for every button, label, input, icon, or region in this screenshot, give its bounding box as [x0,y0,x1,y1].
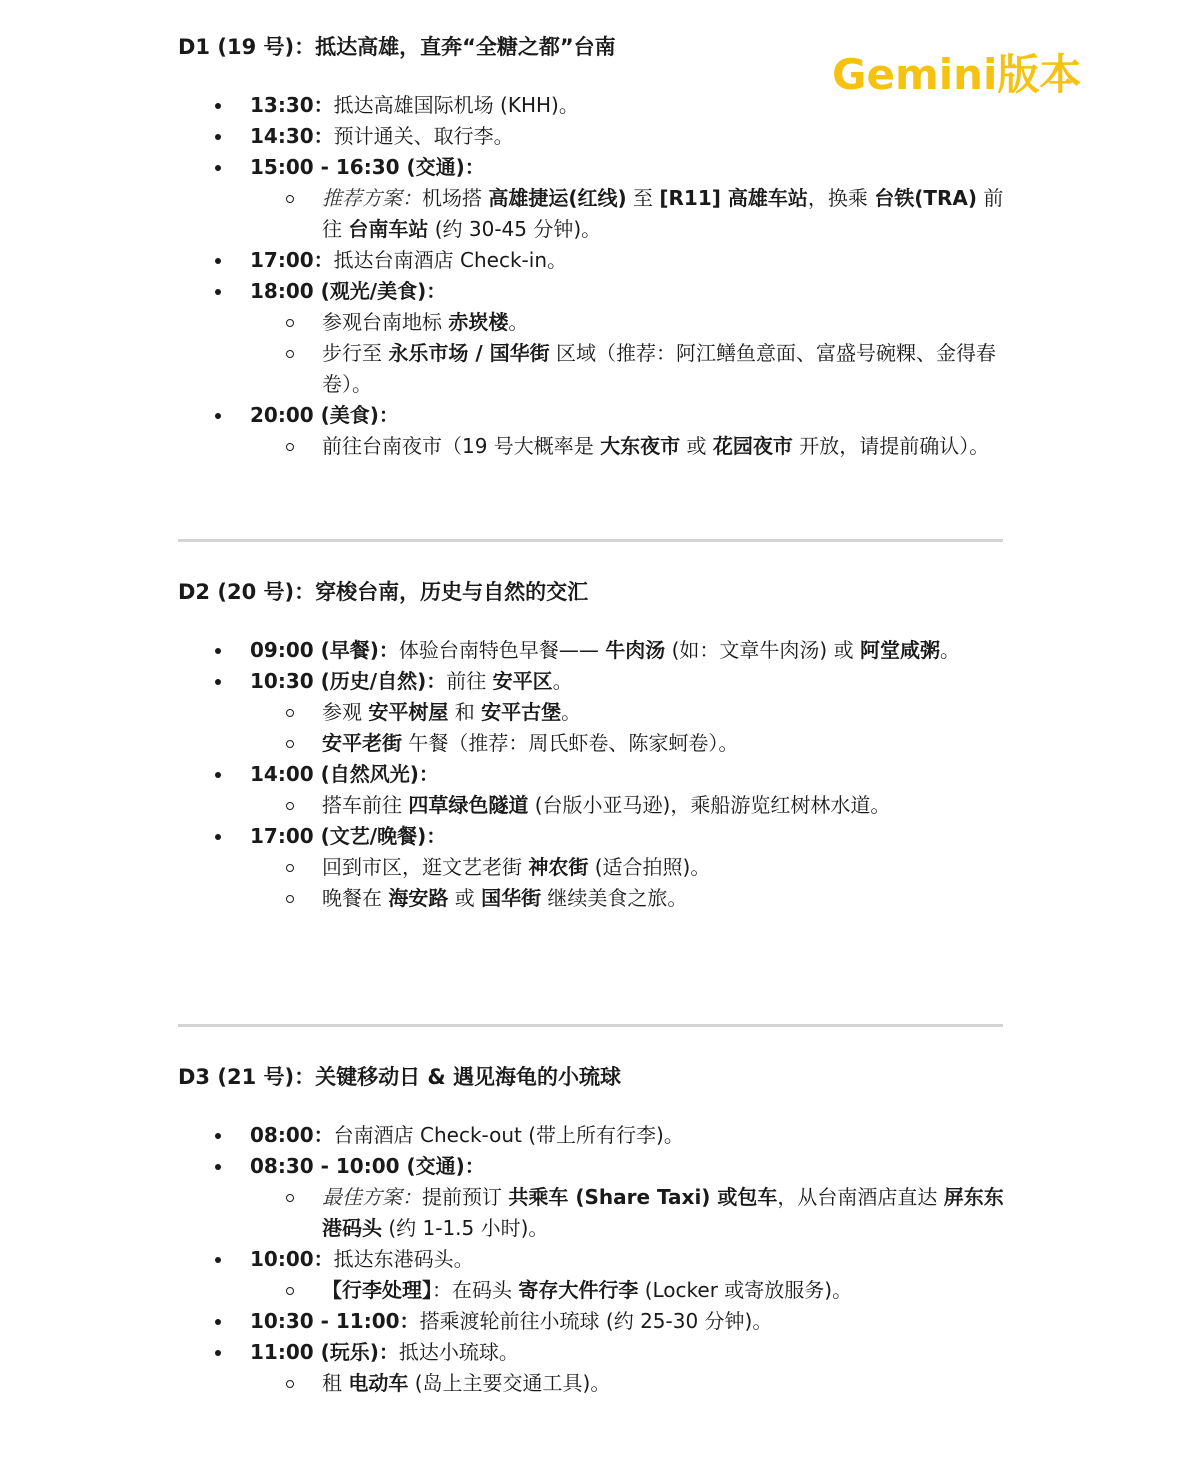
section-divider [178,539,1003,542]
day3-title: D3 (21 号)：关键移动日 & 遇见海龟的小琉球 [178,1065,622,1089]
sub-list [250,697,1008,759]
sub-list [250,852,1008,914]
sub-list [250,790,1008,821]
section-divider [178,1024,1003,1027]
day1-title: D1 (19 号)：抵达高雄，直奔“全糖之都”台南 [178,35,616,59]
day3-section [178,1062,1008,1399]
sub-item: 搭车前往 四草绿色隧道 (台版小亚马逊)，乘船游览红树林水道。 [250,790,1008,821]
day2-section [178,577,1008,914]
sub-item: 步行至 永乐市场 / 国华街 区域（推荐：阿江鳝鱼意面、富盛号碗粿、金得春卷）。 [250,338,1008,400]
sub-item: 推荐方案：机场搭 高雄捷运(红线) 至 [R11] 高雄车站，换乘 台铁(TRA) 前往 台南车站 (约 30-45 分钟)。 [250,183,1008,245]
sub-item: 参观 安平树屋 和 安平古堡。 [250,697,1008,728]
day2-list [178,635,1008,914]
list-item: 10:00：抵达东港码头。 【行李处理】：在码头 寄存大件行李 (Locker 或寄放服务)。 [178,1244,1008,1306]
list-item: 14:00 (自然风光)： 搭车前往 四草绿色隧道 (台版小亚马逊)，乘船游览红树林水道。 [178,759,1008,821]
sub-list [250,307,1008,400]
list-item: 09:00 (早餐)：体验台南特色早餐—— 牛肉汤 (如：文章牛肉汤) 或 阿堂咸粥。 [178,635,1008,666]
sub-list [250,1368,1008,1399]
list-item: 17:00 (文艺/晚餐)： 回到市区，逛文艺老街 神农街 (适合拍照)。 晚餐在 海安路 或 国华街 继续美食之旅。 [178,821,1008,914]
list-item: 10:30 - 11:00：搭乘渡轮前往小琉球 (约 25-30 分钟)。 [178,1306,1008,1337]
sub-item: 【行李处理】：在码头 寄存大件行李 (Locker 或寄放服务)。 [250,1275,1008,1306]
list-item: 13:30：抵达高雄国际机场 (KHH)。 [178,90,1008,121]
sub-item: 租 电动车 (岛上主要交通工具)。 [250,1368,1008,1399]
list-item: 14:30：预计通关、取行李。 [178,121,1008,152]
day1-section [178,32,1008,462]
sub-list [250,1275,1008,1306]
day1-list [178,90,1008,462]
sub-list [250,183,1008,245]
list-item: 18:00 (观光/美食)： 参观台南地标 赤崁楼。 步行至 永乐市场 / 国华街 区域（推荐：阿江鳝鱼意面、富盛号碗粿、金得春卷）。 [178,276,1008,400]
sub-list [250,431,1008,462]
sub-item: 最佳方案：提前预订 共乘车 (Share Taxi) 或包车，从台南酒店直达 屏东东港码头 (约 1-1.5 小时)。 [250,1182,1008,1244]
sub-list [250,1182,1008,1244]
sub-item: 前往台南夜市（19 号大概率是 大东夜市 或 花园夜市 开放，请提前确认）。 [250,431,1008,462]
list-item: 11:00 (玩乐)：抵达小琉球。 租 电动车 (岛上主要交通工具)。 [178,1337,1008,1399]
day2-title: D2 (20 号)：穿梭台南，历史与自然的交汇 [178,580,589,604]
sub-item: 回到市区，逛文艺老街 神农街 (适合拍照)。 [250,852,1008,883]
sub-item: 安平老街 午餐（推荐：周氏虾卷、陈家蚵卷）。 [250,728,1008,759]
sub-item: 参观台南地标 赤崁楼。 [250,307,1008,338]
list-item: 20:00 (美食)： 前往台南夜市（19 号大概率是 大东夜市 或 花园夜市 开放，请提前确认）。 [178,400,1008,462]
list-item: 08:00：台南酒店 Check-out (带上所有行李)。 [178,1120,1008,1151]
list-item: 10:30 (历史/自然)：前往 安平区。 参观 安平树屋 和 安平古堡。 安平老街 午餐（推荐：周氏虾卷、陈家蚵卷）。 [178,666,1008,759]
gemini-watermark: Gemini版本 [832,50,1082,99]
list-item: 15:00 - 16:30 (交通)： 推荐方案：机场搭 高雄捷运(红线) 至 [R11] 高雄车站，换乘 台铁(TRA) 前往 台南车站 (约 30-45 分钟)。 [178,152,1008,245]
list-item: 17:00：抵达台南酒店 Check-in。 [178,245,1008,276]
list-item: 08:30 - 10:00 (交通)： 最佳方案：提前预订 共乘车 (Share Taxi) 或包车，从台南酒店直达 屏东东港码头 (约 1-1.5 小时)。 [178,1151,1008,1244]
sub-item: 晚餐在 海安路 或 国华街 继续美食之旅。 [250,883,1008,914]
day3-list [178,1120,1008,1399]
